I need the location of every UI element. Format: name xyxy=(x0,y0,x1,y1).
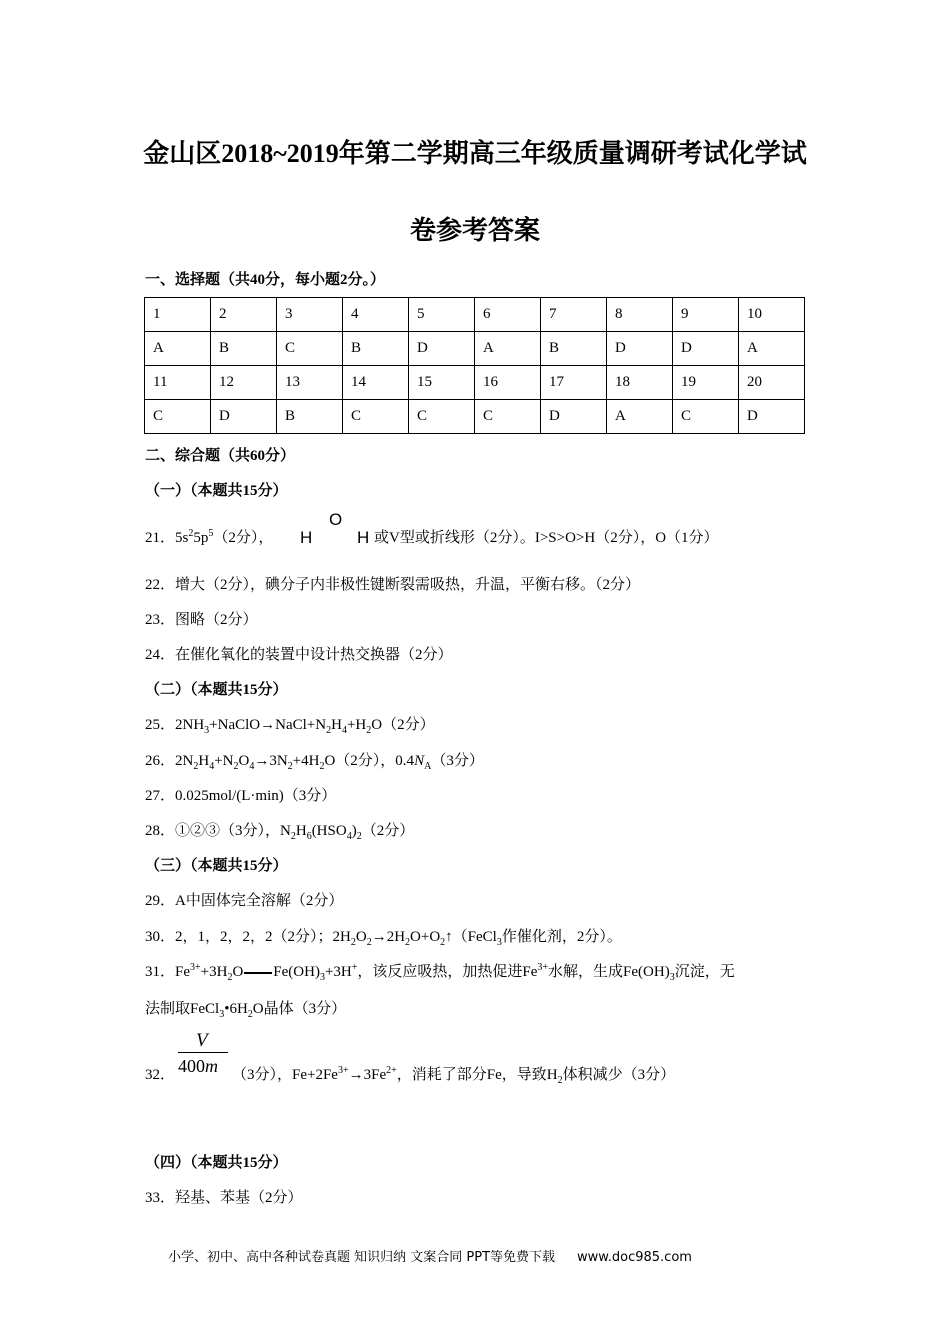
table-cell: A xyxy=(475,332,541,366)
answer-table xyxy=(144,297,805,434)
table-cell: 2 xyxy=(211,298,277,332)
mol-h-left: H xyxy=(300,528,313,547)
table-cell: B xyxy=(541,332,607,366)
q28-line: 28．①②③（3分），$N_2H_6(HSO_4)_2(2$分） xyxy=(145,823,415,842)
table-cell: 16 xyxy=(475,366,541,400)
q31-line2: 法制取$FeCl_3•6H_2O$晶体（3分） xyxy=(145,1001,347,1020)
table-cell: 3 xyxy=(277,298,343,332)
page-title-line2: 卷参考答案 xyxy=(409,216,540,245)
table-row xyxy=(145,332,805,366)
fraction-bar xyxy=(178,1052,228,1053)
table-cell: B xyxy=(343,332,409,366)
table-cell: 4 xyxy=(343,298,409,332)
table-cell: 19 xyxy=(673,366,739,400)
table-cell: 6 xyxy=(475,298,541,332)
q32-num: 32． xyxy=(145,1067,176,1083)
fraction-denominator: 400m xyxy=(178,1056,218,1076)
equilibrium-sign xyxy=(244,972,272,974)
q31-line1: 31．$Fe^{3+}+3H_2O$ $Fe(OH)_3+3H^+$，该反应吸热，加热促进$Fe^{3+}$水解，生成$Fe(OH)_3$沉淀，无 xyxy=(145,962,735,983)
part4-heading: （四）（本题共15分） xyxy=(145,1155,288,1171)
table-cell: 9 xyxy=(673,298,739,332)
section1-heading: 一、选择题（共40分，每小题2分。） xyxy=(145,272,386,288)
table-cell: D xyxy=(607,332,673,366)
table-cell: B xyxy=(211,332,277,366)
table-cell: D xyxy=(409,332,475,366)
q23-line: 23．图略（2分） xyxy=(145,612,258,628)
table-cell: A xyxy=(739,332,805,366)
q32-rest: （3分），$Fe+2Fe^{3+}\to 3Fe^{2+}$，消耗了部分Fe，导致$H_2$体积减少（3分） xyxy=(232,1065,676,1086)
table-cell: 13 xyxy=(277,366,343,400)
mol-o: O xyxy=(329,510,343,529)
q24-line: 24．在催化氧化的装置中设计热交换器（2分） xyxy=(145,647,453,663)
table-cell: 20 xyxy=(739,366,805,400)
table-cell: 10 xyxy=(739,298,805,332)
fraction-numerator: V xyxy=(196,1030,208,1051)
table-cell: D xyxy=(211,400,277,434)
table-cell: 11 xyxy=(145,366,211,400)
table-cell: D xyxy=(673,332,739,366)
footer-text: 小学、初中、高中各种试卷真题 知识归纳 文案合同 PPT等免费下载 xyxy=(168,1250,556,1265)
table-cell: C xyxy=(343,400,409,434)
table-cell: 17 xyxy=(541,366,607,400)
table-cell: 8 xyxy=(607,298,673,332)
q29-line: 29．A中固体完全溶解（2分） xyxy=(145,893,344,909)
table-cell: 18 xyxy=(607,366,673,400)
table-cell: C xyxy=(277,332,343,366)
table-row xyxy=(145,400,805,434)
footer xyxy=(168,1246,692,1265)
q33-line: 33．羟基、苯基（2分） xyxy=(145,1190,303,1206)
table-cell: A xyxy=(145,332,211,366)
table-cell: D xyxy=(739,400,805,434)
mol-h-right: H xyxy=(357,528,370,547)
page-title-line1: 金山区2018~2019年第二学期高三年级质量调研考试化学试 xyxy=(143,139,807,168)
table-cell: 1 xyxy=(145,298,211,332)
q25-line: 25．$2NH_3+NaClO\to NaCl+N_2H_4+H_2O(2$分） xyxy=(145,717,435,736)
table-cell: 15 xyxy=(409,366,475,400)
table-cell: 7 xyxy=(541,298,607,332)
table-cell: C xyxy=(475,400,541,434)
q22-line: 22．增大（2分），碘分子内非极性键断裂需吸热，升温，平衡右移。（2分） xyxy=(145,577,641,593)
table-cell: B xyxy=(277,400,343,434)
section2-heading: 二、综合题（共60分） xyxy=(145,448,296,464)
q21-line: 21．$5s^25p^5(2$分）， xyxy=(145,528,274,546)
table-cell: 14 xyxy=(343,366,409,400)
table-cell: C xyxy=(673,400,739,434)
table-cell: 5 xyxy=(409,298,475,332)
part3-heading: （三）（本题共15分） xyxy=(145,858,288,874)
table-cell: C xyxy=(145,400,211,434)
table-cell: D xyxy=(541,400,607,434)
q27-line: 27．0.025mol/(L·min)（3分） xyxy=(145,788,337,804)
table-cell: 12 xyxy=(211,366,277,400)
part1-heading: （一）（本题共15分） xyxy=(145,483,288,499)
table-cell: C xyxy=(409,400,475,434)
table-row xyxy=(145,366,805,400)
table-cell: A xyxy=(607,400,673,434)
q26-line: 26．$2N_2H_4+N_2O_4\to 3N_2+4H_2O(2$分），$0.4N_A(3$分） xyxy=(145,753,484,772)
part2-heading: （二）（本题共15分） xyxy=(145,682,288,698)
table-row xyxy=(145,298,805,332)
q21-rest: 或V型或折线形（2分）。I>S>O>H（2分），O（1分） xyxy=(374,530,719,546)
footer-url[interactable]: www.doc985.com xyxy=(577,1250,692,1265)
q30-line: 30．2，1，2，2，2（2分）；$2H_2O_2\to 2H_2O+O_2↑(FeCl_3$作催化剂，2分）。 xyxy=(145,929,622,948)
